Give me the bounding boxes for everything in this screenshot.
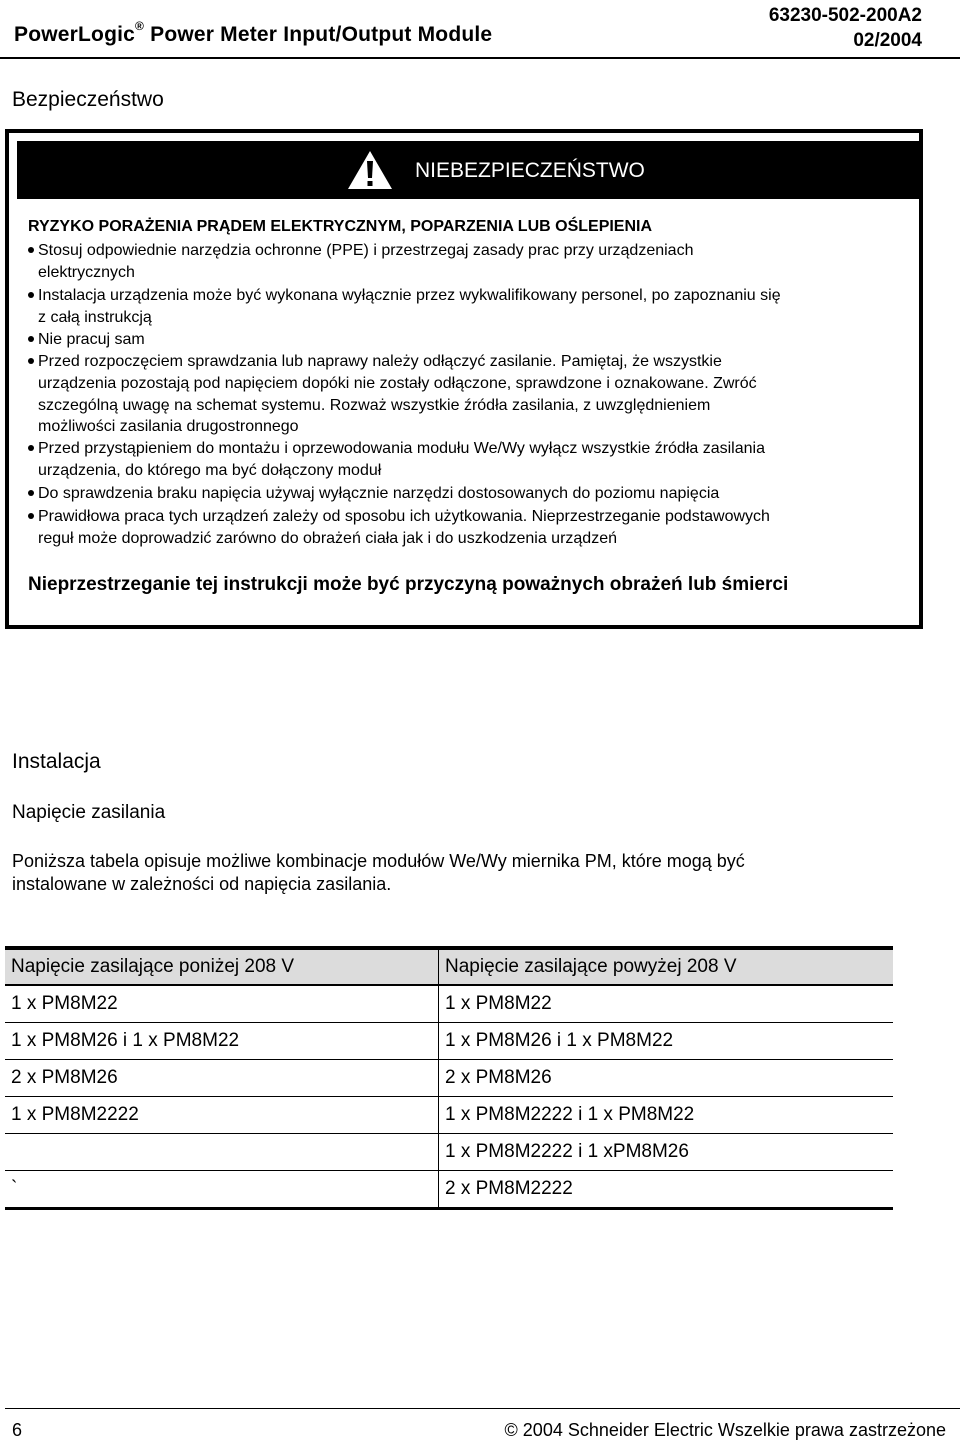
bullet-dot-icon xyxy=(28,445,34,451)
bullet-dot-icon xyxy=(28,490,34,496)
table-cell: 2 x PM8M26 xyxy=(5,1060,439,1097)
bullet-dot-icon xyxy=(28,358,34,364)
bullet-dot-icon xyxy=(28,336,34,342)
intro-paragraph: Poniższa tabela opisuje możliwe kombinacje modułów We/Wy miernika PM, które mogą być instalowane w zależności od napięcia zasilania. xyxy=(12,851,745,894)
bullet-dot-icon xyxy=(28,292,34,298)
table-cell: 2 x PM8M26 xyxy=(439,1060,894,1097)
danger-header-bar xyxy=(17,141,922,199)
list-item: Do sprawdzenia braku napięcia używaj wyłącznie narzędzi dostosowanych do poziomu napięcia xyxy=(38,485,720,502)
document-number: 63230-502-200A2 xyxy=(768,5,922,26)
list-item: Prawidłowa praca tych urządzeń zależy od sposobu ich użytkowania. Nieprzestrzeganie podstawowych reguł może doprowadzić zarówno do obrażeń ciała jak i do uszkodzenia urządzeń xyxy=(38,508,770,547)
header-divider xyxy=(0,57,960,59)
copyright-notice: © 2004 Schneider Electric Wszelkie prawa zastrzeżone xyxy=(504,1420,946,1440)
table-cell: 1 x PM8M22 xyxy=(439,985,894,1023)
document-date: 02/2004 xyxy=(853,30,922,51)
product-name: Power Meter Input/Output Module xyxy=(144,23,493,46)
list-item: Stosuj odpowiednie narzędzia ochronne (PPE) i przestrzegaj zasady prac przy urządzeniach elektrycznych xyxy=(38,242,694,281)
table-cell xyxy=(5,1134,439,1171)
table-row xyxy=(5,1171,893,1209)
footer-divider xyxy=(5,1408,960,1409)
document-title xyxy=(14,19,493,47)
table-row xyxy=(5,1023,893,1060)
table-cell: 1 x PM8M26 i 1 x PM8M22 xyxy=(5,1023,439,1060)
module-combination-table xyxy=(5,946,893,1210)
page-number: 6 xyxy=(12,1420,23,1440)
list-item: Przed rozpoczęciem sprawdzania lub naprawy należy odłączyć zasilanie. Pamiętaj, że wszystkie urządzenia pozostają pod napięciem dopóki nie zostały odłączone, sprawdzone i oznakowane. Zwróć szczególną uwagę na schemat systemu. Rozważ wszystkie źródła zasilania, z uwzględnieniem możliwości zasilania drugostronnego xyxy=(38,353,757,436)
list-item: Przed przystąpieniem do montażu i oprzewodowania modułu We/Wy wyłącz wszystkie źródła zasilania urządzenia, do którego ma być dołączony moduł xyxy=(38,440,765,479)
table-header-row xyxy=(5,948,893,985)
table-cell: 1 x PM8M26 i 1 x PM8M22 xyxy=(439,1023,894,1060)
list-item: Nie pracuj sam xyxy=(38,331,145,348)
list-item: Instalacja urządzenia może być wykonana wyłącznie przez wykwalifikowany personel, po zapoznaniu się z całą instrukcją xyxy=(38,287,781,326)
table-cell: 1 x PM8M22 xyxy=(5,985,439,1023)
table-row xyxy=(5,985,893,1023)
table-row xyxy=(5,1097,893,1134)
bullet-dot-icon xyxy=(28,247,34,253)
table-cell: 1 x PM8M2222 i 1 x PM8M22 xyxy=(439,1097,894,1134)
table-cell: 2 x PM8M2222 xyxy=(439,1171,894,1209)
table-cell: 1 x PM8M2222 i 1 xPM8M26 xyxy=(439,1134,894,1171)
hazard-title: RYZYKO PORAŻENIA PRĄDEM ELEKTRYCZNYM, POPARZENIA LUB OŚLEPIENIA xyxy=(28,218,653,235)
registered-mark: ® xyxy=(135,19,145,33)
column-header-below-208v: Napięcie zasilające poniżej 208 V xyxy=(5,948,439,985)
table-row xyxy=(5,1134,893,1171)
subsection-heading-supply-voltage: Napięcie zasilania xyxy=(12,802,166,823)
column-header-above-208v: Napięcie zasilające powyżej 208 V xyxy=(439,948,894,985)
warning-triangle-icon xyxy=(347,150,393,190)
section-heading-installation: Instalacja xyxy=(12,750,101,773)
danger-signal-word: NIEBEZPIECZEŃSTWO xyxy=(415,159,645,182)
table-cell: ` xyxy=(5,1171,439,1209)
table-row xyxy=(5,1060,893,1097)
section-heading-safety: Bezpieczeństwo xyxy=(12,88,164,111)
bullet-dot-icon xyxy=(28,513,34,519)
table-cell: 1 x PM8M2222 xyxy=(5,1097,439,1134)
danger-consequence: Nieprzestrzeganie tej instrukcji może być przyczyną poważnych obrażeń lub śmierci xyxy=(28,574,789,595)
brand-name: PowerLogic xyxy=(14,23,136,46)
